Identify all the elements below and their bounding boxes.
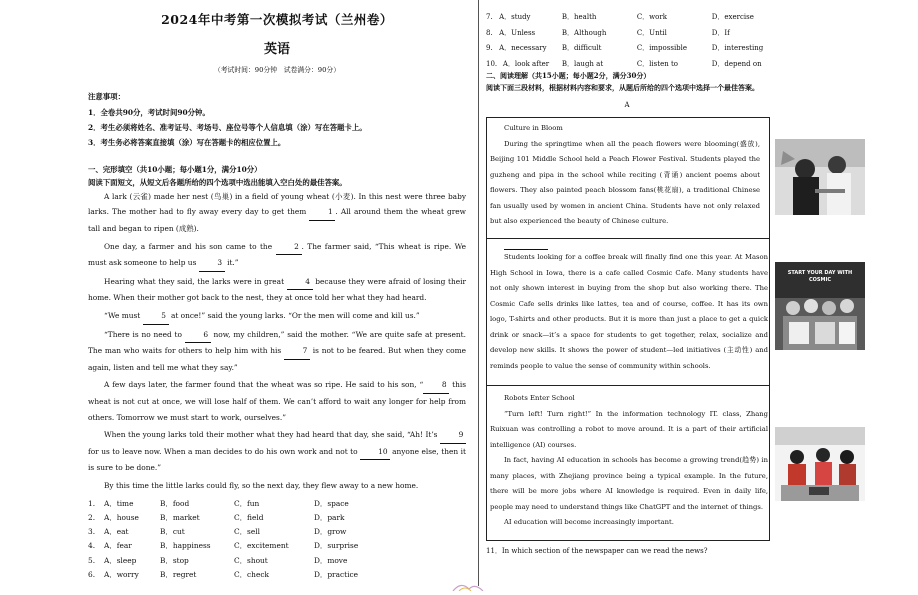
article-text [490, 241, 770, 374]
option-d[interactable]: D．move [314, 555, 348, 565]
option-row [486, 57, 768, 73]
passage-paragraph [88, 189, 466, 237]
reading-passage-table [486, 117, 770, 541]
blank-6: 6 [185, 327, 211, 344]
question-number: 1. [88, 498, 96, 508]
option-b[interactable]: B．difficult [561, 44, 602, 53]
exam-info: （考试时间：90分钟 试卷满分：90分） [213, 65, 341, 74]
blank-3: 3 [199, 255, 225, 272]
article-body: “Turn left! Turn right!” In the information technology IT. class, Zhang Ruixuan was controlling a robot to move around. It is a part of their artificial intelligence (AI) courses. [490, 409, 768, 449]
option-row [88, 541, 466, 550]
option-row [88, 556, 466, 565]
question-number: 8. [486, 28, 493, 37]
option-row [486, 10, 768, 26]
option-row [88, 527, 466, 536]
passage-text: it.” [224, 258, 239, 268]
passage-paragraph [88, 427, 466, 476]
option-b[interactable]: B．cut [160, 527, 185, 537]
passage-text: “We must [104, 311, 141, 321]
option-b[interactable]: B．health [561, 13, 597, 22]
blank-1: 1 [309, 204, 335, 221]
option-a[interactable]: A．look after [502, 59, 550, 68]
passage-text: at once!” said the young larks. “Or the men will come and kill us.” [168, 311, 420, 321]
section1-instructions: 阅读下面短文，从短文后各题所给的四个选项中选出能填入空白处的最佳答案。 [88, 177, 347, 187]
option-c[interactable]: C．field [234, 512, 264, 522]
question-number: 7. [486, 13, 493, 22]
blank-4: 4 [287, 274, 313, 291]
question-number: 9. [486, 44, 493, 53]
passage-text: because they were afraid of losing their home. When their mother got back to the nest, they at once told her what they had heard. [88, 276, 466, 303]
option-a[interactable]: A．study [499, 13, 531, 22]
option-d[interactable]: D．space [314, 498, 349, 508]
option-a[interactable]: A．Unless [499, 28, 536, 37]
passage-paragraph [88, 327, 466, 376]
option-b[interactable]: B．market [160, 512, 200, 522]
option-row [486, 26, 768, 42]
robots-photo-graphic [775, 427, 865, 501]
festival-photo-graphic [775, 139, 865, 215]
question-number: 10. [486, 59, 498, 68]
passage-text: now, my children,” said the mother. “We are quite safe at present. The man who waits for others to help him with his [88, 329, 466, 356]
option-b[interactable]: B．stop [160, 555, 189, 565]
option-b[interactable]: B．happiness [160, 541, 211, 551]
option-b[interactable]: B．regret [160, 569, 197, 579]
passage-text: anyone else, then it is sure to be done.” [88, 446, 466, 473]
column-divider [478, 0, 479, 586]
option-b[interactable]: B．Although [561, 28, 607, 37]
article-text [490, 391, 770, 531]
option-d[interactable]: D．park [314, 512, 345, 522]
passage-text: A few days later, the farmer found that the wheat was so ripe. He said to his son, “ [104, 380, 424, 390]
option-a[interactable]: A．time [104, 498, 134, 508]
exam-title: 2024年中考第一次模拟考试（兰州卷） [161, 12, 393, 27]
option-d[interactable]: D．depend on [711, 59, 762, 68]
blank-7: 7 [284, 343, 310, 360]
notice-line-1: 1．全卷共90分，考试时间90分钟。 [88, 107, 210, 117]
subject-title: 英语 [263, 41, 290, 57]
option-c[interactable]: C．work [636, 13, 667, 22]
option-c[interactable]: C．listen to [636, 59, 678, 68]
cafe-banner-text: START YOUR DAY WITH COSMIC [787, 270, 853, 283]
option-d[interactable]: D．If [711, 28, 730, 37]
option-d[interactable]: D．interesting [711, 44, 764, 53]
passage-text: . The farmer said, “This wheat is ripe. We must ask someone to help us [88, 241, 466, 268]
article-body: In fact, having AI education in schools has become a growing trend(趋势) in many places, with Zhejiang province being a typical example. In the future, there will be more jobs where AI knowledge is required. Even in daily life, people may need to understand things like ChatGPT and the internet of things. [490, 456, 768, 511]
photo-cafe [775, 262, 865, 350]
passage-paragraph [88, 274, 466, 306]
passage-text: By this time the little larks could fly, so the next day, they flew away to a new home. [104, 480, 419, 490]
blank-2: 2 [276, 239, 302, 256]
passage-paragraph [88, 377, 466, 425]
photo-robots [775, 427, 865, 501]
passage-text: Hearing what they said, the larks were in great [104, 276, 285, 286]
question-number: 2. [88, 512, 96, 522]
option-c[interactable]: C．fun [234, 498, 260, 508]
option-row [88, 513, 466, 522]
section1-heading: 一、完形填空（共10小题；每小题1分，满分10分） [88, 165, 262, 175]
question-number: 6. [88, 569, 96, 579]
passage-text: is not to be feared. But when they come again, listen and tell me what they say.” [88, 346, 467, 372]
option-b[interactable]: B．laugh at [561, 59, 604, 68]
option-row [486, 41, 768, 57]
option-row [88, 570, 466, 579]
passage-text: for us to leave now. When a man decides to do his own work and not to [88, 446, 358, 456]
notice-line-3: 3．考生务必将答案直接填（涂）写在答题卡的相应位置上。 [88, 138, 286, 148]
watermark-logo-icon [449, 576, 489, 586]
blank-9: 9 [440, 427, 466, 444]
passage-paragraph [88, 239, 466, 272]
option-c[interactable]: C．shout [234, 555, 268, 565]
cloze-passage [88, 189, 466, 494]
option-c[interactable]: C．excitement [234, 541, 289, 551]
article-text [490, 121, 770, 230]
question-number: 3. [88, 527, 96, 537]
article-title: Culture in Bloom [504, 124, 563, 132]
blank-5: 5 [143, 308, 169, 325]
article-cell-robots [487, 385, 769, 540]
passage-text: When the young larks told their mother what they had heard that day, she said, “Ah! It’s [104, 430, 438, 440]
option-row [88, 499, 466, 508]
option-a[interactable]: A．sleep [104, 555, 137, 565]
option-b[interactable]: B．food [160, 498, 190, 508]
option-c[interactable]: C．check [234, 569, 269, 579]
blank-10: 10 [360, 444, 389, 461]
passage-text: One day, a farmer and his son came to the [104, 241, 273, 251]
option-a[interactable]: A．house [104, 512, 139, 522]
notice-heading: 注意事项： [88, 92, 125, 102]
article-title-blank [504, 241, 548, 250]
cloze-options [88, 499, 466, 580]
option-c[interactable]: C．impossible [636, 44, 688, 53]
right-column [486, 10, 768, 109]
option-d[interactable]: D．exercise [711, 13, 754, 22]
option-a[interactable]: A．fear [104, 541, 132, 551]
question-number: 4. [88, 541, 96, 551]
article-title: Robots Enter School [504, 394, 575, 402]
passage-text: “There is no need to [104, 329, 182, 339]
passage-label-a: A [624, 100, 630, 109]
option-a[interactable]: A．worry [104, 569, 139, 579]
option-d[interactable]: D．grow [314, 527, 347, 537]
photo-festival [775, 139, 865, 215]
option-d[interactable]: D．practice [314, 569, 358, 579]
notice-line-2: 2．考生必须将姓名、准考证号、考场号、座位号等个人信息填（涂）写在答题卡上。 [88, 122, 367, 132]
option-c[interactable]: C．Until [636, 28, 667, 37]
passage-paragraph [88, 478, 466, 494]
option-a[interactable]: A．necessary [499, 44, 547, 53]
option-a[interactable]: A．eat [104, 527, 129, 537]
question-number: 5. [88, 555, 96, 565]
question-11: 11．In which section of the newspaper can we read the news? [486, 547, 708, 555]
article-body: AI education will become increasingly important. [504, 518, 674, 526]
section2-heading: 二、阅读理解（共15小题；每小题2分，满分30分） [486, 71, 651, 80]
section2-instructions: 阅读下面三段材料，根据材料内容和要求，从题后所给的四个选项中选择一个最佳答案。 [486, 82, 759, 92]
passage-text: . All around them the wheat grew tall and began to ripen (成熟). [88, 207, 466, 234]
article-body: Students looking for a coffee break will finally find one this year. At Mason High School in Iowa, there is a cafe called Cosmic Cafe. Many students have not only shown interest in buying from the shop but also working there. The Cosmic Cafe sells drinks like lattes, tea and of course, coffee. It has its own logo, T-shirts and other products. But it is more than just a place to get a quick drink or snack—it’s a space for students to get together, relax, socialize and develop new skills. It shows the power of student—led initiatives (主动性) and reminds people to value the sense of community within schools. [490, 253, 768, 370]
passage-text: A lark (云雀) made her nest (鸟巢) in a field of young wheat (小麦). In this nest were three baby larks. The mother had to fly away every day to get them [88, 191, 466, 217]
logo-graphic [449, 581, 489, 591]
passage-text: this wheat is not cut at once, we will lose half of them. We can’t afford to wait any longer for help from others. Tomorrow we must start to work, ourselves.” [88, 380, 466, 422]
left-column [88, 10, 466, 579]
article-cell-culture [487, 118, 769, 239]
article-body: During the springtime when all the peach flowers were blooming(盛放), Beijing 101 Middle School held a Peach Flower Festival. Students played the guzheng and pipa in the school while reciting (背诵) ancient poems about flowers. They also painted peach blossom fans(桃花扇), a traditional Chinese fan usually used by women in ancient China. Students have not only relaxed but also experienced the beauty of Chinese culture. [490, 139, 760, 225]
option-d[interactable]: D．surprise [314, 541, 359, 551]
option-c[interactable]: C．sell [234, 527, 260, 537]
article-cell-cafe [487, 238, 769, 386]
passage-paragraph [88, 308, 466, 325]
blank-8: 8 [423, 377, 449, 394]
